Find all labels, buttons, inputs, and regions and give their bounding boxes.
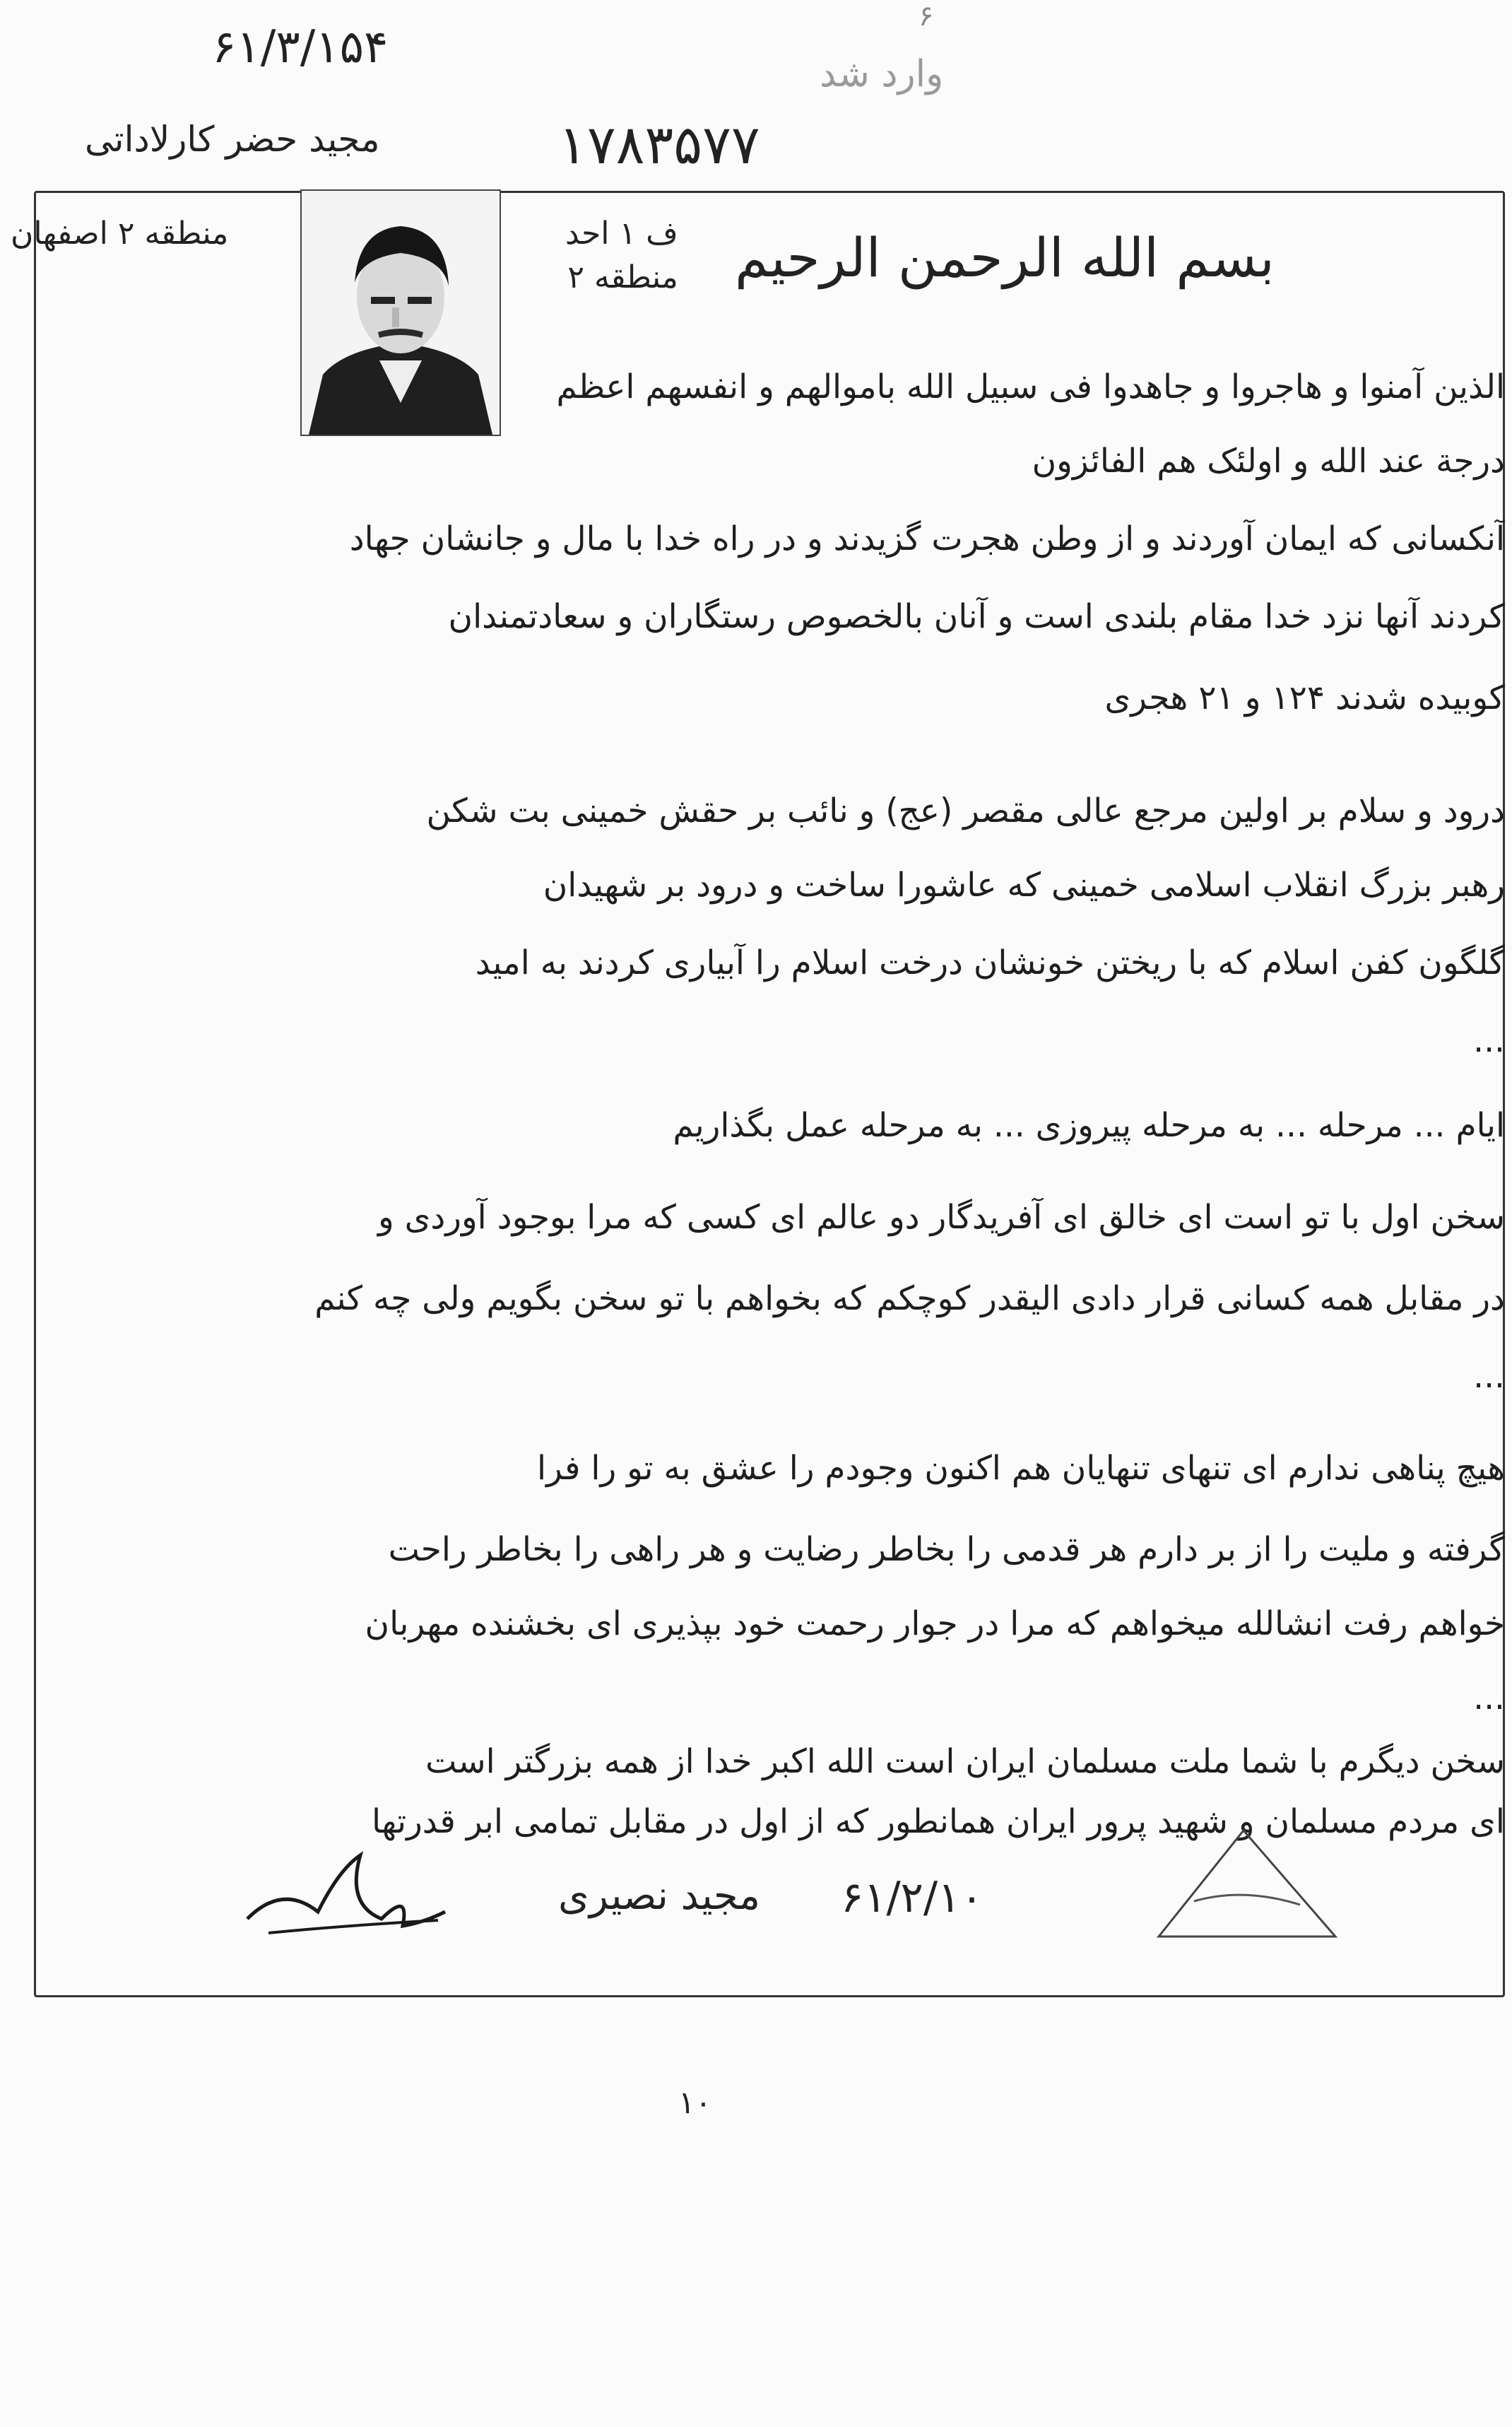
- top-mark: ۶: [919, 0, 934, 33]
- signature-scrawl: [240, 1841, 452, 1954]
- page-marker: ۱۰: [678, 2085, 712, 2121]
- letter-line: گرفته و ملیت را از بر دارم هر قدمی را بخاطر رضایت و هر راهی را بخاطر راحت: [388, 1530, 1505, 1569]
- letter-line: ایام ... مرحله ... به مرحله پیروزی ... به مرحله عمل بگذاریم: [673, 1106, 1505, 1145]
- letter-line: در مقابل همه کسانی قرار دادی الیقدر کوچکم که بخواهم با تو سخن بگویم ولی چه کنم: [314, 1279, 1505, 1318]
- letter-line: خواهم رفت انشالله میخواهم که مرا در جوار رحمت خود بپذیری ای بخشنده مهربان: [365, 1604, 1505, 1643]
- letter-line: درود و سلام بر اولین مرجع عالی مقصر (عج) و نائب بر حقش خمینی بت شکن: [426, 792, 1505, 830]
- signer-name: مجید نصیری: [558, 1873, 761, 1919]
- letter-line: الذین آمنوا و هاجروا و جاهدوا فی سبیل الله باموالهم و انفسهم اعظم: [556, 368, 1505, 406]
- letter-line: رهبر بزرگ انقلاب اسلامی خمینی که عاشورا ساخت و درود بر شهیدان: [543, 866, 1505, 905]
- basmala-heading: بسم الله الرحمن الرحیم: [735, 226, 1275, 289]
- handwritten-name: مجید حضر کارلاداتی: [85, 119, 380, 160]
- letter-line: کوبیده شدند ۱۲۴ و ۲۱ هجری: [1104, 678, 1505, 717]
- signature-date: ۶۱/۲/۱۰: [841, 1873, 984, 1922]
- letter-line: ...: [1473, 1021, 1505, 1060]
- side-note: [565, 212, 678, 300]
- stamp-mark: [1130, 1809, 1357, 1958]
- registration-number: ۱۷۸۳۵۷۷: [558, 113, 760, 176]
- letter-line: گلگون کفن اسلام که با ریختن خونشان درخت اسلام را آبیاری کردند به امید: [475, 944, 1505, 982]
- side-note-line-1: ف ۱ احد: [565, 216, 678, 252]
- letter-line: ای مردم مسلمان و شهید پرور ایران همانطور که از اول در مقابل تمامی ابر قدرتها: [372, 1802, 1505, 1841]
- letter-line: سخن دیگرم با شما ملت مسلمان ایران است الله اکبر خدا از همه بزرگتر است: [425, 1742, 1505, 1781]
- faint-tag: وارد شد: [820, 53, 944, 95]
- margin-region-note: منطقه ۲ اصفهان: [11, 216, 229, 252]
- letter-line: آنکسانی که ایمان آوردند و از وطن هجرت گزیدند و در راه خدا با مال و جانشان جهاد: [349, 519, 1505, 558]
- letter-line: درجة عند الله و اولئک هم الفائزون: [1032, 442, 1505, 481]
- letter-line: کردند آنها نزد خدا مقام بلندی است و آنان بالخصوص رستگاران و سعادتمندان: [448, 597, 1505, 636]
- letter-line: ...: [1473, 1679, 1505, 1717]
- side-note-line-2: منطقه ۲: [567, 259, 678, 295]
- file-number: ۶۱/۳/۱۵۴: [212, 21, 389, 74]
- letter-line: ...: [1473, 1357, 1505, 1396]
- letter-line: هیچ پناهی ندارم ای تنهای تنهایان هم اکنون وجودم را عشق به تو را فرا: [537, 1449, 1505, 1488]
- letter-line: سخن اول با تو است ای خالق ای آفریدگار دو عالم ای کسی که مرا بوجود آوردی و: [377, 1198, 1505, 1237]
